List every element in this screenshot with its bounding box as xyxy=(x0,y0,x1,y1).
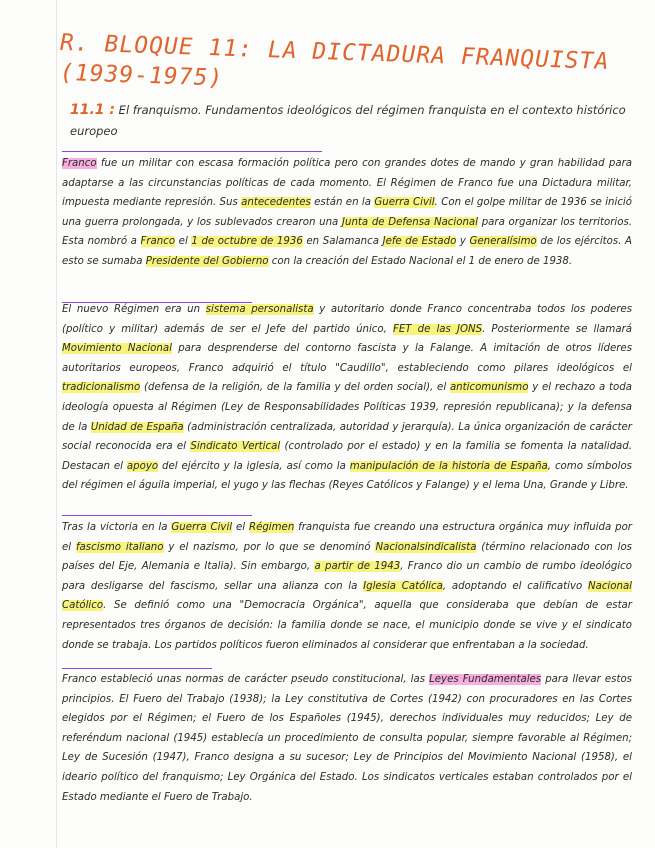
paragraph-3 xyxy=(62,518,632,655)
highlighted-term: Generalísimo xyxy=(469,236,537,248)
paragraph-text: El nuevo Régimen era un xyxy=(62,304,206,315)
highlighted-term: Régimen xyxy=(248,522,295,533)
highlighted-term: Presidente del Gobierno xyxy=(145,255,269,267)
paragraph-text: y autoritario donde Franco concentraba todos los poderes (político y militar) además de ser el Jefe del partido único, xyxy=(62,304,633,335)
paragraph-text: con la creación del Estado Nacional el 1 de enero de 1938. xyxy=(268,255,573,267)
paragraph-text: Franco estableció unas normas de carácter pseudo constitucional, las xyxy=(62,674,430,685)
highlighted-term: sistema personalista xyxy=(205,304,314,315)
highlighted-term: apoyo xyxy=(126,460,159,472)
paragraph-text: el xyxy=(175,236,192,248)
highlighted-term: Nacional Católico xyxy=(62,580,633,612)
highlighted-term: Franco xyxy=(140,236,176,248)
paragraph-text: (controlado por el estado) y en la familia se fomenta la natalidad. Destacan el xyxy=(62,441,633,472)
highlighted-term: Movimiento Nacional xyxy=(62,343,172,355)
highlighted-term: 1 de octubre de 1936 xyxy=(191,236,303,248)
paragraph-text: (defensa de la religión, de la familia y del orden social), el xyxy=(140,382,450,394)
paragraph-text: el xyxy=(232,522,249,533)
highlighted-term: Junta de Defensa Nacional xyxy=(341,216,479,228)
paragraph-text: (administración centralizada, autoridad y jerarquía). La única organización de carácter social reconocida era el xyxy=(62,421,632,453)
highlighted-term: antecedentes xyxy=(241,197,311,209)
highlighted-term: Guerra Civil xyxy=(171,522,233,533)
paragraph-text: están en la xyxy=(310,197,375,209)
paragraph-2 xyxy=(62,300,632,496)
section-heading xyxy=(70,100,630,142)
paragraph-text: del ejército y la iglesia, así como la xyxy=(158,460,350,472)
highlighted-term: tradicionalismo xyxy=(62,382,141,394)
highlighted-term: Unidad de España xyxy=(90,421,184,433)
paragraph-text: , como símbolos del régimen el águila imperial, el yugo y las flechas (Reyes Católicos y Falange) y el lema Una, Grande y Libre. xyxy=(62,460,632,492)
highlighted-term: Guerra Civil xyxy=(374,197,435,209)
divider xyxy=(62,668,212,669)
highlighted-term: fascismo italiano xyxy=(75,541,164,553)
section-heading-text: El franquismo. Fundamentos ideológicos del régimen franquista en el contexto histórico europeo xyxy=(70,103,626,138)
paragraph-text: Tras la victoria en la xyxy=(62,522,172,533)
paragraph-text: y xyxy=(456,236,470,248)
paragraph-text: . Se definió como una "Democracia Orgánica", aquella que consideraba que debían de estar representados tres órganos de decisión: la familia donde se nace, el municipio donde se vive y el sindicato donde se trabaja. Los partidos políticos fueron eliminados al considerar que enfrentaban a la sociedad. xyxy=(62,600,632,651)
paragraph-text: fue un militar con escasa formación política pero con grandes dotes de mando y gran habilidad para adaptarse a las circunstancias políticas de cada momento. El Régimen de Franco fue una Dictadura militar, impuesta mediante represión. Sus xyxy=(62,158,632,209)
paragraph-text: franquista fue creando una estructura orgánica muy influida por el xyxy=(62,522,632,553)
paragraph-4 xyxy=(62,670,632,807)
highlighted-term: Sindicato Vertical xyxy=(190,441,281,453)
paragraph-text: , adoptando el calificativo xyxy=(442,580,588,592)
margin-rule xyxy=(56,0,57,848)
highlighted-term: FET de las JONS xyxy=(393,323,483,335)
page-title: R. BLOQUE 11: LA DICTADURA FRANQUISTA (1939-1975) xyxy=(60,29,610,92)
highlighted-term: Franco xyxy=(62,158,97,169)
paragraph-text: . Con el golpe militar de 1936 se inició una guerra prolongada, y los sublevados crearon una xyxy=(62,197,632,228)
highlighted-term: Jefe de Estado xyxy=(382,236,457,248)
section-number: 11.1 : xyxy=(70,102,116,118)
highlighted-term: Leyes Fundamentales xyxy=(429,674,542,685)
highlighted-term: anticomunismo xyxy=(449,382,529,394)
highlighted-term: Iglesia Católica xyxy=(363,580,443,592)
paragraph-text: (término relacionado con los países del Eje, Alemania e Italia). Sin embargo, xyxy=(62,541,632,573)
paragraph-text: y el nazismo, por lo que se denominó xyxy=(163,541,376,553)
paragraph-text: para desprenderse del contorno fascista y la Falange. A imitación de otros líderes autoritarios europeos, Franco adquirió el título "Caudillo", estableciendo como pilares ideológicos el xyxy=(62,343,633,374)
paragraph-text: . Posteriormente se llamará xyxy=(482,323,633,335)
paragraph-text: de los ejércitos. A esto se sumaba xyxy=(62,236,632,267)
highlighted-term: manipulación de la historia de España xyxy=(349,460,548,472)
divider xyxy=(62,151,322,152)
divider xyxy=(62,515,252,516)
highlighted-term: a partir de 1943 xyxy=(314,561,401,573)
paragraph-1 xyxy=(62,154,632,272)
paragraph-text: para llevar estos principios. El Fuero del Trabajo (1938); la Ley constitutiva de Cortes (1942) con procuradores en las Cortes elegidos por el Régimen; el Fuero de los Españoles (1945), derechos individuales muy reducidos; Ley de referéndum nacional (1945) establecía un procedimiento de consulta popular, siempre favorable al Régimen; Ley de Sucesión (1947), Franco designa a su sucesor; Ley de Principios del Movimiento Nacional (1958), el ideario político del franquismo; Ley Orgánica del Estado. Los sindicatos verticales estaban controlados por el Estado mediante el Fuero de Trabajo. xyxy=(62,674,632,803)
paragraph-text: para organizar los territorios. Esta nombró a xyxy=(62,216,633,248)
highlighted-term: Nacionalsindicalista xyxy=(375,541,477,553)
paragraph-text: en Salamanca xyxy=(302,236,383,248)
paragraph-text: y el rechazo a toda ideología opuesta al Régimen (Ley de Responsabilidades Políticas 1939, represión republicana); y la defensa de la xyxy=(62,382,632,433)
paragraph-text: , Franco dio un cambio de rumbo ideológico para desligarse del fascismo, sellar una alianza con la xyxy=(62,561,632,592)
